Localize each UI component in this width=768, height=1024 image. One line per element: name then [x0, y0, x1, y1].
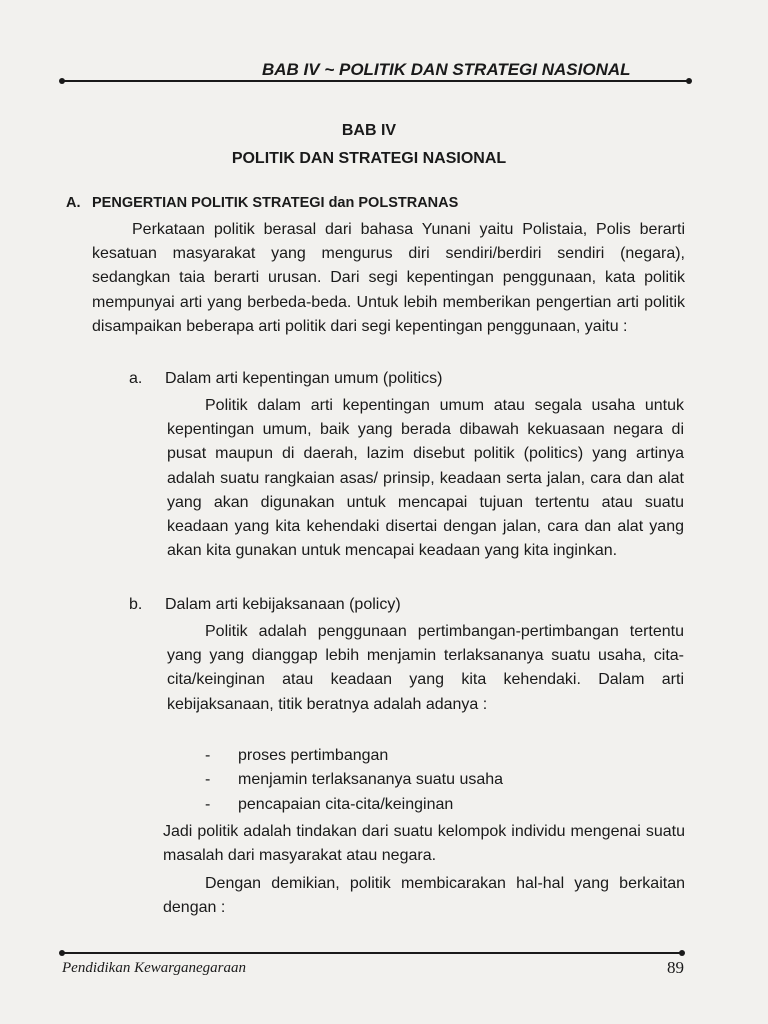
footer-rule	[62, 952, 683, 954]
footer-book-title: Pendidikan Kewarganegaraan	[62, 960, 247, 976]
bullet-item: pencapaian cita-cita/keinginan	[238, 796, 454, 813]
header-rule	[62, 80, 690, 82]
bullet-dash: -	[205, 771, 211, 788]
item-b-letter: b.	[129, 596, 143, 613]
bullet-item: proses pertimbangan	[238, 747, 389, 764]
header-rule-left-dot	[59, 78, 65, 84]
section-title: PENGERTIAN POLITIK STRATEGI dan POLSTRANAS	[92, 195, 459, 211]
chapter-title: POLITIK DAN STRATEGI NASIONAL	[231, 150, 507, 167]
page-number: 89	[667, 958, 684, 977]
item-a-body: Politik dalam arti kepentingan umum atau segala usaha untuk kepentingan umum, baik yang berada dibawah kekuasaan negara di pusat maupun di daerah, lazim disebut politik (politics) yang artinya adalah suatu rangkaian asas/ prinsip, keadaan serta jalan, cara dan alat yang akan digunakan untuk mencapai tujuan tertentu atau suatu keadaan yang kita kehendaki disertai dengan jalan, cara dan alat yang akan kita gunakan untuk mencapai keadaan yang kita inginkan.	[167, 397, 684, 560]
bullet-dash: -	[205, 796, 211, 813]
footer-rule-right-dot	[679, 950, 685, 956]
item-a-letter: a.	[129, 370, 143, 387]
item-b-body: Politik adalah penggunaan pertimbangan-pertimbangan tertentu yang yang dianggap lebih menjamin terlaksananya suatu usaha, cita-cita/keinginan atau keadaan yang kita kehendaki. Dalam arti kebijaksanaan, titik beratnya adalah adanya :	[167, 623, 684, 713]
paragraph-conclusion: Jadi politik adalah tindakan dari suatu kelompok individu mengenai suatu masalah dari masyarakat atau negara.	[163, 823, 685, 865]
header-rule-right-dot	[686, 78, 692, 84]
paragraph-continuation: Dengan demikian, politik membicarakan hal-hal yang berkaitan dengan :	[163, 875, 685, 917]
chapter-number: BAB IV	[341, 122, 397, 139]
section-letter: A.	[66, 195, 81, 211]
bullet-dash: -	[205, 747, 211, 764]
item-b-title: Dalam arti kebijaksanaan (policy)	[165, 596, 401, 613]
item-a-title: Dalam arti kepentingan umum (politics)	[165, 370, 443, 387]
paragraph-intro: Perkataan politik berasal dari bahasa Yunani yaitu Polistaia, Polis berarti kesatuan masyarakat yang mengurus diri sendiri/berdiri sendiri (negara), sedangkan taia berarti urusan. Dari segi kepentingan penggunaan, kata politik mempunyai arti yang berbeda-beda. Untuk lebih memberikan pengertian arti politik disampaikan beberapa arti politik dari segi kepentingan penggunaan, yaitu :	[92, 221, 685, 335]
bullet-item: menjamin terlaksananya suatu usaha	[238, 771, 504, 788]
header-title: BAB IV ~ POLITIK DAN STRATEGI NASIONAL	[262, 60, 631, 79]
footer-rule-left-dot	[59, 950, 65, 956]
